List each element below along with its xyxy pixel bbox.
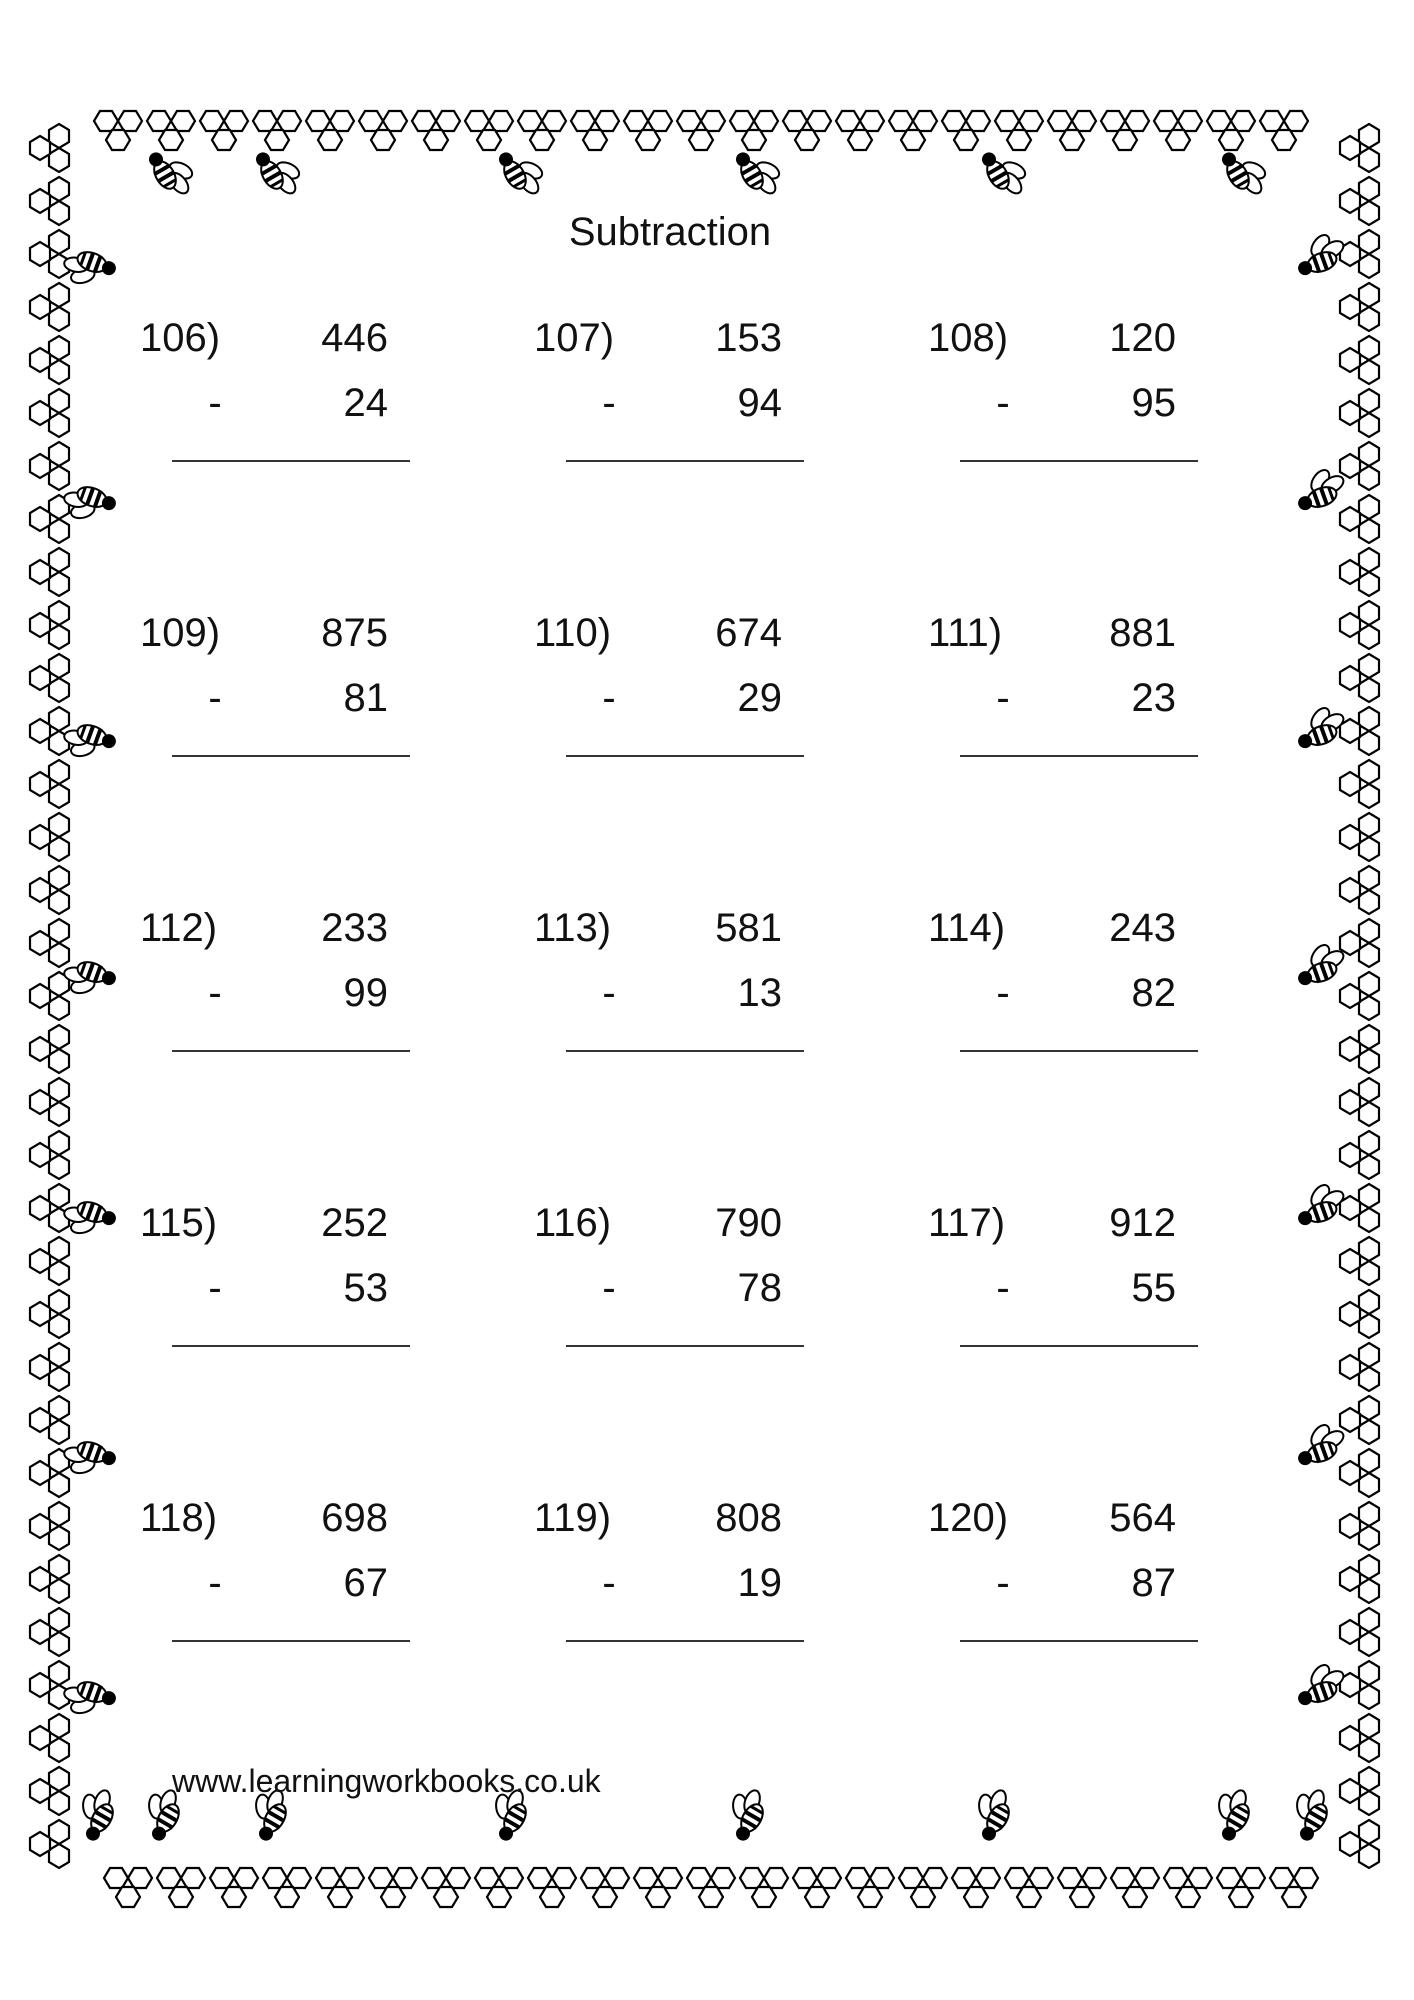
minus-sign: -: [602, 381, 616, 425]
problem-number: 106): [140, 316, 221, 360]
problem-number: 113): [534, 906, 612, 950]
problem-number: 116): [534, 1201, 612, 1245]
problem-number: 107): [534, 316, 615, 360]
minuend: 153: [715, 316, 782, 360]
subtrahend: 24: [343, 381, 388, 425]
footer-url: www.learningworkbooks.co.uk: [172, 1763, 601, 1799]
answer-line: [566, 460, 804, 462]
answer-line: [172, 1050, 410, 1052]
problem-item: [928, 613, 1228, 793]
minuend: 243: [1109, 906, 1176, 950]
problem-item: [928, 1203, 1228, 1383]
minuend: 790: [715, 1201, 782, 1245]
problem-number: 118): [140, 1496, 218, 1540]
answer-line: [172, 1640, 410, 1642]
minuend: 698: [321, 1496, 388, 1540]
subtrahend: 23: [1131, 676, 1176, 720]
problem-number: 108): [928, 316, 1009, 360]
minus-sign: -: [208, 971, 222, 1015]
problem-item: [928, 908, 1228, 1088]
problem-item: [140, 318, 440, 498]
subtrahend: 13: [737, 971, 782, 1015]
minus-sign: -: [996, 971, 1010, 1015]
problem-item: [140, 908, 440, 1088]
problem-item: [534, 318, 834, 498]
subtrahend: 78: [737, 1266, 782, 1310]
minus-sign: -: [208, 1561, 222, 1605]
minus-sign: -: [602, 971, 616, 1015]
minuend: 446: [321, 316, 388, 360]
minus-sign: -: [996, 381, 1010, 425]
problem-item: [534, 908, 834, 1088]
subtrahend: 55: [1131, 1266, 1176, 1310]
subtrahend: 67: [343, 1561, 388, 1605]
problem-item: [534, 613, 834, 793]
problem-item: [140, 613, 440, 793]
subtrahend: 99: [343, 971, 388, 1015]
answer-line: [960, 460, 1198, 462]
answer-line: [566, 755, 804, 757]
minuend: 120: [1109, 316, 1176, 360]
minuend: 581: [715, 906, 782, 950]
minuend: 564: [1109, 1496, 1176, 1540]
subtrahend: 81: [343, 676, 388, 720]
problem-number: 120): [928, 1496, 1009, 1540]
subtrahend: 95: [1131, 381, 1176, 425]
problem-item: [534, 1203, 834, 1383]
problem-number: 114): [928, 906, 1006, 950]
problem-number: 115): [140, 1201, 218, 1245]
minus-sign: -: [602, 1266, 616, 1310]
minus-sign: -: [996, 676, 1010, 720]
answer-line: [566, 1050, 804, 1052]
problem-number: 119): [534, 1496, 612, 1540]
problem-item: [534, 1498, 834, 1678]
answer-line: [172, 460, 410, 462]
problem-number: 117): [928, 1201, 1006, 1245]
minuend: 233: [321, 906, 388, 950]
answer-line: [960, 755, 1198, 757]
minus-sign: -: [208, 1266, 222, 1310]
answer-line: [172, 755, 410, 757]
answer-line: [960, 1640, 1198, 1642]
problem-number: 112): [140, 906, 218, 950]
minuend: 875: [321, 611, 388, 655]
problem-item: [928, 318, 1228, 498]
minuend: 252: [321, 1201, 388, 1245]
minuend: 674: [715, 611, 782, 655]
minus-sign: -: [208, 381, 222, 425]
problem-item: [140, 1498, 440, 1678]
subtrahend: 29: [737, 676, 782, 720]
subtrahend: 94: [737, 381, 782, 425]
answer-line: [960, 1050, 1198, 1052]
subtrahend: 82: [1131, 971, 1176, 1015]
problem-item: [140, 1203, 440, 1383]
answer-line: [172, 1345, 410, 1347]
answer-line: [566, 1640, 804, 1642]
minus-sign: -: [602, 1561, 616, 1605]
minus-sign: -: [602, 676, 616, 720]
problem-number: 109): [140, 611, 221, 655]
subtrahend: 19: [737, 1561, 782, 1605]
problem-number: 110): [534, 611, 612, 655]
problem-number: 111): [928, 611, 1003, 655]
answer-line: [566, 1345, 804, 1347]
minuend: 912: [1109, 1201, 1176, 1245]
minus-sign: -: [996, 1561, 1010, 1605]
minus-sign: -: [996, 1266, 1010, 1310]
problem-item: [928, 1498, 1228, 1678]
minuend: 881: [1109, 611, 1176, 655]
subtrahend: 53: [343, 1266, 388, 1310]
answer-line: [960, 1345, 1198, 1347]
minuend: 808: [715, 1496, 782, 1540]
worksheet-title: Subtraction: [568, 210, 772, 254]
subtrahend: 87: [1131, 1561, 1176, 1605]
minus-sign: -: [208, 676, 222, 720]
